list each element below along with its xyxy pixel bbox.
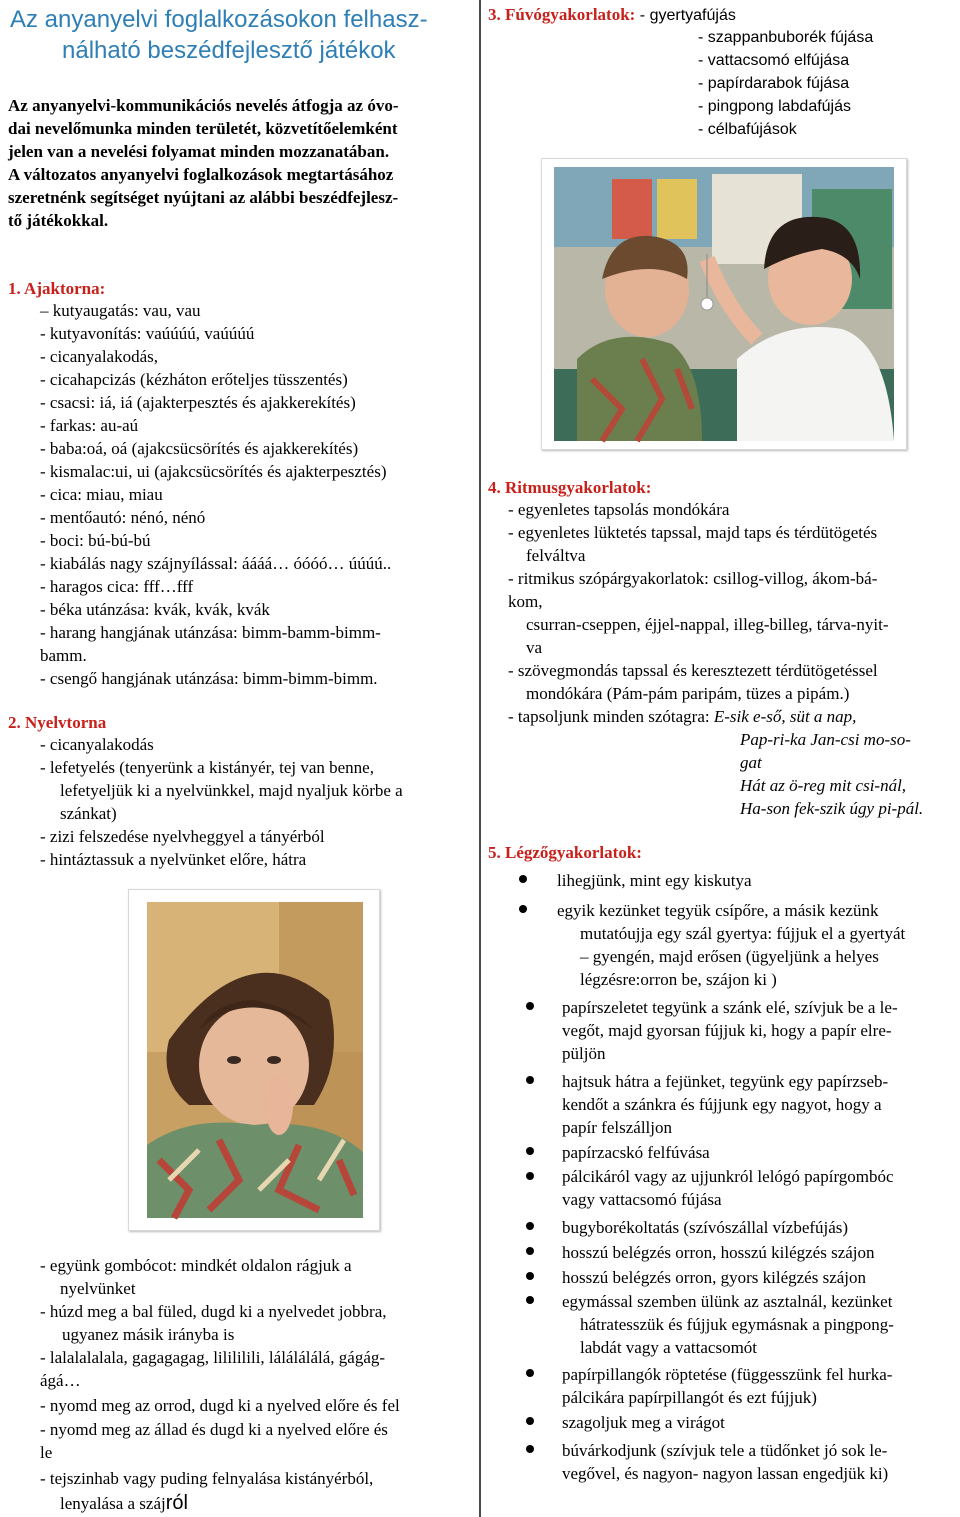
bullet-icon <box>526 1222 534 1230</box>
list-item: csurran-cseppen, éjjel-nappal, illeg-billeg, tárva-nyit- <box>526 615 889 634</box>
list-item: - cica: miau, miau <box>40 485 163 504</box>
section-2-heading: 2. Nyelvtorna <box>8 713 107 732</box>
list-item <box>508 706 856 727</box>
poem-line: Hát az ö-reg mit csi-nál, <box>740 776 907 795</box>
list-item: - boci: bú-bú-bú <box>40 531 151 550</box>
list-item: - hintáztassuk a nyelvünket előre, hátra <box>40 850 307 869</box>
bullet-icon <box>526 1272 534 1280</box>
section-1-heading: 1. Ajaktorna: <box>8 279 106 298</box>
section-5-heading: 5. Légzőgyakorlatok: <box>488 843 642 862</box>
intro-line: jelen van a nevelési folyamat minden mozzanatában. <box>8 142 390 161</box>
list-item: - egyenletes tapsolás mondókára <box>508 500 730 519</box>
list-item: hosszú belégzés orron, hosszú kilégzés szájon <box>562 1243 875 1262</box>
list-item: - mentőautó: nénó, nénó <box>40 508 206 527</box>
list-item: felváltva <box>526 546 586 565</box>
list-item: szagoljuk meg a virágot <box>562 1413 725 1432</box>
poem-line: Pap-ri-ka Jan-csi mo-so- <box>740 730 911 749</box>
list-item: lihegjünk, mint egy kiskutya <box>557 871 752 890</box>
list-item: bugyborékoltatás (szívószállal vízbefújás) <box>562 1218 849 1237</box>
syllable-intro: - tapsoljunk minden szótagra: <box>508 707 710 726</box>
intro-line: A változatos anyanyelvi foglalkozások megtartásához <box>8 165 394 184</box>
section-4-heading: 4. Ritmusgyakorlatok: <box>488 478 652 497</box>
list-item: - harang hangjának utánzása: bimm-bamm-bimm- <box>40 623 381 642</box>
bullet-icon <box>519 875 527 883</box>
list-item: - szövegmondás tapssal és keresztezett térdütögetéssel <box>508 661 878 680</box>
list-item: – gyengén, majd erősen (ügyeljünk a helyes <box>580 947 879 966</box>
bullet-icon <box>526 1002 534 1010</box>
list-item: ágá… <box>40 1371 81 1390</box>
list-item: - baba:oá, oá (ajakcsücsörítés és ajakkerekítés) <box>40 439 359 458</box>
list-item: szánkat) <box>60 804 117 823</box>
poem-line: Ha-son fek-szik úgy pi-pál. <box>740 799 924 818</box>
list-item: - gyertyafújás <box>639 7 736 24</box>
list-item: - pingpong labdafújás <box>698 98 852 115</box>
list-item: - kismalac:ui, ui (ajakcsücsörítés és ajakterpesztés) <box>40 462 387 481</box>
list-item: - papírdarabok fújása <box>698 75 850 92</box>
list-item: mutatóujja egy szál gyertya: fújjuk el a gyertyát <box>580 924 906 943</box>
list-item: - csacsi: iá, iá (ajakterpesztés és ajakkerekítés) <box>40 393 356 412</box>
bullet-icon <box>526 1172 534 1180</box>
list-item: - nyomd meg az orrod, dugd ki a nyelved előre és fel <box>40 1396 400 1415</box>
teacher-boy-image <box>542 159 906 449</box>
list-item: hajtsuk hátra a fejünket, tegyünk egy papírzseb- <box>562 1072 889 1091</box>
intro-line: tő játékokkal. <box>8 211 109 230</box>
list-item: - cicanyalakodás <box>40 735 154 754</box>
bullet-icon <box>526 1076 534 1084</box>
list-item: - zizi felszedése nyelvheggyel a tányérból <box>40 827 325 846</box>
intro-line: szeretnénk segítséget nyújtani az alábbi beszédfejlesz- <box>8 188 399 207</box>
list-item: pálcikáról vagy az ujjunkról lelógó papírgombóc <box>562 1167 894 1186</box>
list-item: - cicanyalakodás, <box>40 347 158 366</box>
list-item <box>60 1493 188 1514</box>
list-item: légzésre:orron be, szájon ki ) <box>580 970 777 989</box>
list-item: papírszeletet tegyünk a szánk elé, szívjuk be a le- <box>562 998 898 1017</box>
list-item: ugyanez másik irányba is <box>62 1325 235 1344</box>
list-item: kom, <box>508 592 543 611</box>
page-title-line-2: nálható beszédfejlesztő játékok <box>62 37 396 64</box>
list-item: - nyomd meg az állad és dugd ki a nyelved előre és <box>40 1420 388 1439</box>
list-item: va <box>526 638 543 657</box>
list-item: egymással szemben ülünk az asztalnál, kezünket <box>562 1292 893 1311</box>
list-item: - egyenletes lüktetés tapssal, majd taps és térdütögetés <box>508 523 878 542</box>
section-3-heading-line <box>488 4 736 26</box>
list-item: - béka utánzása: kvák, kvák, kvák <box>40 600 270 619</box>
bullet-icon <box>526 1417 534 1425</box>
list-item: vegőt, majd gyorsan fújjuk ki, hogy a papír elre- <box>562 1021 892 1040</box>
list-item: - farkas: au-aú <box>40 416 139 435</box>
list-item: - kiabálás nagy szájnyílással: áááá… óóóó… úúúú.. <box>40 554 392 573</box>
list-item: labdát vagy a vattacsomót <box>580 1338 758 1357</box>
list-item: papírpillangók röptetése (függesszünk fel hurka- <box>562 1365 893 1384</box>
list-item: búvárkodjunk (szívjuk tele a tüdőnket jó sok le- <box>562 1441 888 1460</box>
list-item: - együnk gombócot: mindkét oldalon rágjuk a <box>40 1256 352 1275</box>
child-photo <box>128 889 380 1231</box>
list-item: mondókára (Pám-pám paripám, tüzes a pipám.) <box>526 684 850 703</box>
teacher-boy-photo <box>541 158 907 450</box>
list-item: - csengő hangjának utánzása: bimm-bimm-bimm. <box>40 669 378 688</box>
bullet-icon <box>526 1445 534 1453</box>
list-item: le <box>40 1443 53 1462</box>
list-item: - célbafújások <box>698 121 797 138</box>
intro-line: Az anyanyelvi-kommunikációs nevelés átfogja az óvo- <box>8 96 399 115</box>
list-item: egyik kezünket tegyük csípőre, a másik kezünk <box>557 901 879 920</box>
bullet-icon <box>526 1247 534 1255</box>
list-item: nyelvünket <box>60 1279 136 1298</box>
list-item: - szappanbuborék fújása <box>698 29 874 46</box>
page-title-line-1: Az anyanyelvi foglalkozásokon felhasz- <box>10 6 428 33</box>
list-item: - haragos cica: fff…fff <box>40 577 194 596</box>
list-item: bamm. <box>40 646 87 665</box>
list-item: - húzd meg a bal füled, dugd ki a nyelvedet jobbra, <box>40 1302 387 1321</box>
list-item: papírzacskó felfúvása <box>562 1143 710 1162</box>
list-item: - tejszinhab vagy puding felnyalása kistányérból, <box>40 1469 374 1488</box>
section-3-heading: 3. Fúvógyakorlatok: <box>488 5 636 24</box>
list-item: - lefetyelés (tenyerünk a kistányér, tej van benne, <box>40 758 374 777</box>
list-item: kendőt a szánkra és fújjunk egy nagyot, hogy a <box>562 1095 882 1114</box>
list-item: - lalalalalala, gagagagag, lilililili, lálálálálá, gágág- <box>40 1348 386 1367</box>
list-item: vegővel, és nagyon- nagyon lassan engedjük ki) <box>562 1464 889 1483</box>
list-item: pálcikára papírpillangót és ezt fújjuk) <box>562 1388 817 1407</box>
last-line-tail: ról <box>165 1492 188 1514</box>
poem-line: E-sik e-ső, süt a nap, <box>713 707 857 726</box>
bullet-icon <box>519 905 527 913</box>
bullet-icon <box>526 1296 534 1304</box>
list-item: papír felszálljon <box>562 1118 672 1137</box>
list-item: - cicahapcizás (kézháton erőteljes tüsszentés) <box>40 370 348 389</box>
last-line-text: lenyalása a száj <box>60 1494 166 1513</box>
intro-line: dai nevelőmunka minden területét, közvetítőelemként <box>8 119 398 138</box>
list-item: lefetyeljük ki a nyelvünkkel, majd nyaljuk körbe a <box>60 781 403 800</box>
list-item: hátratesszük és fújjuk egymásnak a pingpong- <box>580 1315 894 1334</box>
list-item: – kutyaugatás: vau, vau <box>40 301 201 320</box>
column-divider <box>479 0 481 1517</box>
list-item: - kutyavonítás: vaúúúú, vaúúúú <box>40 324 255 343</box>
list-item: - ritmikus szópárgyakorlatok: csillog-villog, ákom-bá- <box>508 569 878 588</box>
list-item: püljön <box>562 1044 606 1063</box>
list-item: vagy vattacsomó fújása <box>562 1190 722 1209</box>
poem-line: gat <box>740 753 762 772</box>
bullet-icon <box>526 1369 534 1377</box>
child-image <box>129 890 379 1230</box>
list-item: - vattacsomó elfújása <box>698 52 850 69</box>
bullet-icon <box>526 1147 534 1155</box>
list-item: hosszú belégzés orron, gyors kilégzés szájon <box>562 1268 867 1287</box>
